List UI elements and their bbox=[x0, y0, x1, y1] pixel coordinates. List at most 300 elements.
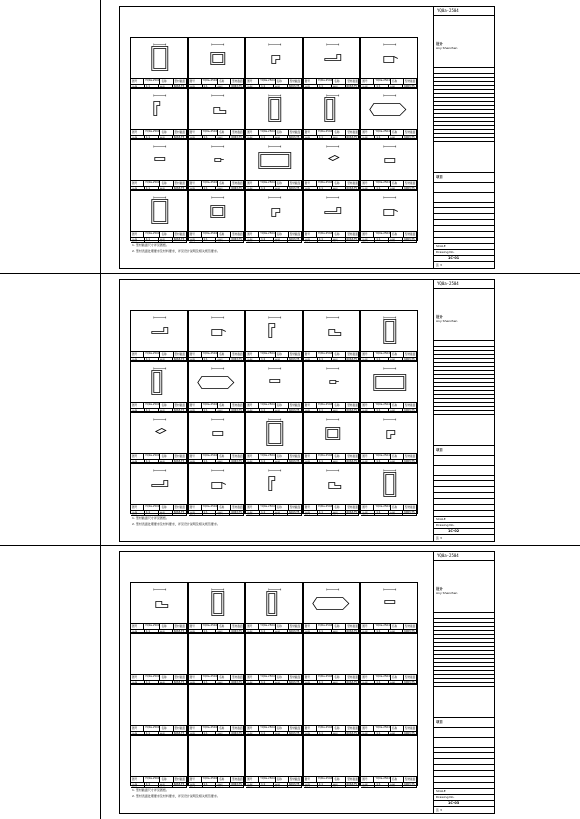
profile-caption bbox=[246, 504, 302, 514]
caption-field: 材料 bbox=[389, 630, 403, 635]
profile-cell bbox=[360, 190, 418, 241]
profile-cell bbox=[360, 412, 418, 463]
caption-field: 6063-T5 bbox=[230, 238, 244, 243]
titleblock-rule bbox=[434, 770, 494, 771]
caption-field: 1:1 bbox=[260, 136, 274, 141]
caption-field: 型材截面 bbox=[232, 80, 243, 83]
titleblock-rule bbox=[434, 560, 494, 561]
titleblock-rule bbox=[434, 207, 494, 208]
caption-field: 材料 bbox=[332, 238, 346, 243]
titleblock-rule bbox=[434, 747, 494, 748]
profile-section-drawing bbox=[131, 140, 189, 181]
profile-caption bbox=[189, 504, 245, 514]
caption-field: 比例 bbox=[304, 358, 318, 363]
caption-field: 图号 bbox=[131, 403, 144, 408]
caption-field: YQ0a-2504 bbox=[260, 777, 275, 780]
caption-field: 比例 bbox=[304, 681, 318, 686]
caption-field: 型材截面 bbox=[232, 727, 243, 730]
profile-caption bbox=[246, 231, 302, 241]
profile-caption bbox=[304, 351, 360, 361]
caption-row bbox=[361, 783, 417, 789]
profile-cell bbox=[360, 463, 418, 514]
profile-caption bbox=[246, 623, 302, 633]
caption-field: 比例 bbox=[189, 511, 203, 516]
caption-field: 名称 bbox=[218, 403, 231, 408]
profile-cell bbox=[130, 88, 188, 139]
caption-field: 比例 bbox=[131, 732, 145, 737]
caption-field: YQ0a-2504 bbox=[260, 675, 275, 678]
profile-cell bbox=[360, 37, 418, 88]
caption-field: 6063-T5 bbox=[403, 630, 417, 635]
caption-field: 比例 bbox=[189, 460, 203, 465]
caption-field: 材料 bbox=[159, 732, 173, 737]
profile-cell bbox=[130, 633, 188, 684]
caption-field: 1:1 bbox=[260, 630, 274, 635]
caption-field: 1:1 bbox=[318, 460, 332, 465]
caption-field: 名称 bbox=[160, 130, 173, 135]
left-frame-line bbox=[100, 0, 101, 819]
titleblock-company: 设计 bbox=[436, 42, 443, 46]
profile-section-drawing bbox=[246, 140, 304, 181]
caption-field: 比例 bbox=[189, 409, 203, 414]
profile-cell bbox=[303, 190, 361, 241]
caption-field: 6063-T5 bbox=[288, 460, 302, 465]
caption-field: 6063-T5 bbox=[173, 630, 187, 635]
caption-field: 名称 bbox=[391, 726, 404, 731]
caption-field: 比例 bbox=[131, 85, 145, 90]
caption-field: 材料 bbox=[274, 630, 288, 635]
titleblock bbox=[434, 552, 494, 813]
caption-field: 型材截面 bbox=[347, 676, 358, 679]
caption-field: 材料 bbox=[216, 358, 230, 363]
titleblock-rule bbox=[434, 362, 494, 363]
caption-field: 6063-T5 bbox=[403, 460, 417, 465]
profile-cell bbox=[130, 37, 188, 88]
profile-cell bbox=[188, 582, 246, 633]
caption-field: 比例 bbox=[131, 460, 145, 465]
profile-section-drawing bbox=[131, 38, 189, 79]
caption-field: YQ0a-2504 bbox=[317, 624, 333, 627]
profile-caption bbox=[189, 402, 245, 412]
profile-cell bbox=[188, 463, 246, 514]
titleblock-rule bbox=[434, 674, 494, 675]
caption-field: 6063-T5 bbox=[288, 358, 302, 363]
profile-cell bbox=[245, 463, 303, 514]
titleblock-rule bbox=[434, 678, 494, 679]
caption-field: 材料 bbox=[216, 783, 230, 788]
profile-cell bbox=[130, 190, 188, 241]
caption-field: YQ0a-2504 bbox=[317, 777, 333, 780]
profile-caption bbox=[131, 129, 187, 139]
profile-caption bbox=[304, 180, 360, 190]
profile-cell bbox=[245, 582, 303, 633]
titleblock-rule bbox=[434, 77, 494, 78]
profile-section-drawing bbox=[189, 583, 247, 624]
titleblock-project-label: 项目 bbox=[436, 720, 443, 724]
caption-field: 比例 bbox=[361, 732, 375, 737]
titleblock-rule bbox=[434, 340, 494, 341]
profile-cell bbox=[360, 633, 418, 684]
profile-cell bbox=[360, 310, 418, 361]
caption-field: YQ0a-2504 bbox=[145, 675, 160, 678]
titleblock-rule bbox=[434, 109, 494, 110]
caption-field: YQ0a-2504 bbox=[145, 79, 160, 82]
drawing-sheet bbox=[119, 279, 495, 542]
profile-caption bbox=[246, 674, 302, 684]
caption-field: 材料 bbox=[332, 783, 346, 788]
titleblock-rule bbox=[434, 192, 494, 193]
titleblock-rule bbox=[434, 752, 494, 753]
caption-field: YQ0a-2504 bbox=[145, 403, 160, 406]
caption-field: 名称 bbox=[160, 352, 173, 357]
titleblock-rule bbox=[434, 225, 494, 226]
caption-row bbox=[246, 783, 302, 789]
caption-field: 名称 bbox=[276, 352, 289, 357]
profile-caption bbox=[361, 725, 417, 735]
caption-field: 材料 bbox=[332, 187, 346, 192]
titleblock-rule bbox=[434, 402, 494, 403]
caption-field: 名称 bbox=[391, 403, 404, 408]
profile-section-drawing bbox=[189, 362, 247, 403]
caption-field: YQ0a-2504 bbox=[317, 454, 333, 457]
titleblock-scale-label: SCALE bbox=[436, 517, 446, 521]
caption-field: YQ0a-2504 bbox=[202, 130, 218, 133]
sheet-note: 1. 型材截面尺寸详见图纸。 bbox=[132, 516, 169, 520]
caption-field: 名称 bbox=[218, 624, 231, 629]
caption-field: 材料 bbox=[332, 358, 346, 363]
profile-section-drawing bbox=[189, 311, 247, 352]
caption-field: 名称 bbox=[276, 505, 289, 510]
titleblock-rule bbox=[434, 686, 494, 687]
caption-field: 6063-T5 bbox=[173, 136, 187, 141]
caption-field: 材料 bbox=[216, 409, 230, 414]
caption-field: 名称 bbox=[160, 79, 173, 84]
titleblock-rule bbox=[434, 776, 494, 777]
caption-field: 材料 bbox=[389, 460, 403, 465]
titleblock-rule bbox=[434, 89, 494, 90]
caption-field: 图号 bbox=[131, 130, 144, 135]
caption-field: 图号 bbox=[361, 232, 374, 237]
caption-field: 名称 bbox=[391, 79, 404, 84]
profile-section-drawing bbox=[131, 464, 189, 505]
caption-field: 材料 bbox=[274, 187, 288, 192]
caption-field: YQ0a-2504 bbox=[145, 624, 160, 627]
caption-row bbox=[304, 511, 360, 517]
profile-caption bbox=[361, 776, 417, 786]
profile-caption bbox=[361, 129, 417, 139]
caption-row bbox=[361, 511, 417, 517]
profile-section-drawing bbox=[131, 311, 189, 352]
titleblock-rule bbox=[434, 534, 494, 535]
caption-field: 比例 bbox=[361, 783, 375, 788]
profile-caption bbox=[246, 78, 302, 88]
caption-field: 1:1 bbox=[318, 732, 332, 737]
caption-field: 材料 bbox=[159, 630, 173, 635]
titleblock-drawing-label: Drawing No. bbox=[436, 795, 455, 799]
profile-caption bbox=[131, 231, 187, 241]
caption-field: 材料 bbox=[389, 783, 403, 788]
caption-field: 图号 bbox=[246, 777, 259, 782]
caption-field: 1:1 bbox=[318, 511, 332, 516]
profile-caption bbox=[189, 776, 245, 786]
caption-field: YQ0a-2504 bbox=[145, 232, 160, 235]
caption-field: 型材截面 bbox=[174, 80, 185, 83]
caption-field: 型材截面 bbox=[347, 625, 358, 628]
caption-field: 比例 bbox=[246, 238, 260, 243]
caption-field: 材料 bbox=[216, 511, 230, 516]
caption-field: 名称 bbox=[276, 232, 289, 237]
caption-field: 6063-T5 bbox=[403, 85, 417, 90]
titleblock-rule bbox=[434, 498, 494, 499]
profile-cell bbox=[130, 139, 188, 190]
caption-field: 6063-T5 bbox=[288, 681, 302, 686]
titleblock-rule bbox=[434, 129, 494, 130]
caption-field: 1:1 bbox=[260, 187, 274, 192]
titleblock-rule bbox=[434, 642, 494, 643]
titleblock-rule bbox=[434, 237, 494, 238]
caption-field: 1:1 bbox=[318, 681, 332, 686]
titleblock-rule bbox=[434, 382, 494, 383]
caption-field: YQ0a-2504 bbox=[375, 130, 390, 133]
profile-caption bbox=[304, 402, 360, 412]
caption-field: 型材截面 bbox=[289, 727, 301, 730]
caption-field: 比例 bbox=[361, 187, 375, 192]
caption-field: 型材截面 bbox=[232, 233, 243, 236]
titleblock-rule bbox=[434, 125, 494, 126]
caption-field: 图号 bbox=[246, 232, 259, 237]
caption-field: 材料 bbox=[332, 136, 346, 141]
caption-field: 材料 bbox=[274, 409, 288, 414]
profile-caption bbox=[189, 453, 245, 463]
profile-caption bbox=[189, 231, 245, 241]
profile-caption bbox=[246, 351, 302, 361]
caption-field: 材料 bbox=[389, 187, 403, 192]
titleblock-rule bbox=[434, 737, 494, 738]
caption-field: 型材截面 bbox=[289, 625, 301, 628]
titleblock-rule bbox=[434, 97, 494, 98]
caption-field: 名称 bbox=[333, 777, 346, 782]
caption-field: YQ0a-2504 bbox=[260, 130, 275, 133]
caption-field: 6063-T5 bbox=[173, 460, 187, 465]
profile-caption bbox=[131, 725, 187, 735]
caption-field: 1:1 bbox=[203, 681, 217, 686]
profile-caption bbox=[246, 129, 302, 139]
caption-field: 比例 bbox=[189, 783, 203, 788]
titleblock-rule bbox=[434, 626, 494, 627]
caption-field: 图号 bbox=[246, 726, 259, 731]
caption-field: YQ0a-2504 bbox=[145, 726, 160, 729]
caption-field: 比例 bbox=[304, 187, 318, 192]
caption-field: 材料 bbox=[332, 409, 346, 414]
caption-field: 型材截面 bbox=[289, 455, 301, 458]
caption-field: 型材截面 bbox=[232, 182, 243, 185]
caption-field: 名称 bbox=[218, 777, 231, 782]
caption-field: 材料 bbox=[216, 732, 230, 737]
caption-row bbox=[246, 238, 302, 244]
caption-field: 名称 bbox=[333, 675, 346, 680]
profile-cell bbox=[245, 735, 303, 786]
titleblock-rule bbox=[434, 85, 494, 86]
profile-caption bbox=[131, 776, 187, 786]
caption-field: 图号 bbox=[131, 79, 144, 84]
profile-cell bbox=[130, 310, 188, 361]
caption-field: 型材截面 bbox=[347, 404, 358, 407]
titleblock-rule bbox=[434, 137, 494, 138]
profile-cell bbox=[188, 684, 246, 735]
caption-field: 1:1 bbox=[203, 409, 217, 414]
caption-field: 型材截面 bbox=[232, 676, 243, 679]
caption-field: YQ0a-2504 bbox=[375, 624, 390, 627]
caption-field: 图号 bbox=[246, 454, 259, 459]
caption-field: 1:1 bbox=[145, 681, 159, 686]
caption-field: 名称 bbox=[333, 505, 346, 510]
caption-field: 型材截面 bbox=[174, 233, 185, 236]
profile-cell bbox=[303, 684, 361, 735]
titleblock-rule bbox=[434, 445, 494, 446]
caption-field: YQ0a-2504 bbox=[145, 181, 160, 184]
profile-caption bbox=[189, 129, 245, 139]
caption-field: 型材截面 bbox=[174, 455, 185, 458]
caption-field: 比例 bbox=[246, 85, 260, 90]
caption-field: 图号 bbox=[304, 403, 317, 408]
caption-field: 材料 bbox=[389, 409, 403, 414]
profile-cell bbox=[245, 633, 303, 684]
titleblock-rule bbox=[434, 414, 494, 415]
profile-section-drawing bbox=[189, 413, 247, 454]
profile-caption bbox=[361, 78, 417, 88]
profile-caption bbox=[304, 129, 360, 139]
titleblock-rule bbox=[434, 634, 494, 635]
caption-field: 比例 bbox=[304, 460, 318, 465]
drawing-sheet bbox=[119, 551, 495, 814]
titleblock-rule bbox=[434, 455, 494, 456]
caption-field: YQ0a-2504 bbox=[375, 675, 390, 678]
caption-field: YQ0a-2504 bbox=[145, 505, 160, 508]
caption-field: YQ0a-2504 bbox=[145, 352, 160, 355]
caption-field: 图号 bbox=[131, 454, 144, 459]
caption-field: 6063-T5 bbox=[346, 238, 360, 243]
caption-field: 型材截面 bbox=[174, 625, 185, 628]
profile-cell bbox=[188, 361, 246, 412]
caption-field: 1:1 bbox=[260, 460, 274, 465]
caption-field: 名称 bbox=[276, 675, 289, 680]
caption-field: 1:1 bbox=[145, 409, 159, 414]
titleblock-company: 设计 bbox=[436, 315, 443, 319]
caption-field: 1:1 bbox=[145, 630, 159, 635]
titleblock bbox=[434, 280, 494, 541]
caption-field: 比例 bbox=[131, 358, 145, 363]
caption-field: 型材截面 bbox=[404, 131, 416, 134]
profile-section-drawing bbox=[246, 464, 304, 505]
caption-field: 图号 bbox=[246, 79, 259, 84]
caption-field: 图号 bbox=[131, 675, 144, 680]
caption-field: 材料 bbox=[216, 187, 230, 192]
caption-field: 图号 bbox=[361, 454, 374, 459]
caption-field: 1:1 bbox=[318, 238, 332, 243]
caption-field: 1:1 bbox=[375, 358, 389, 363]
profile-caption bbox=[246, 453, 302, 463]
caption-field: 1:1 bbox=[375, 409, 389, 414]
caption-field: YQ0a-2504 bbox=[260, 726, 275, 729]
caption-field: 比例 bbox=[246, 358, 260, 363]
caption-field: 名称 bbox=[333, 232, 346, 237]
caption-field: 型材截面 bbox=[174, 778, 185, 781]
caption-field: 1:1 bbox=[318, 187, 332, 192]
caption-field: 名称 bbox=[333, 79, 346, 84]
caption-field: 图号 bbox=[304, 675, 317, 680]
caption-field: 型材截面 bbox=[289, 506, 301, 509]
profile-caption bbox=[246, 180, 302, 190]
caption-field: YQ0a-2504 bbox=[375, 403, 390, 406]
caption-field: YQ0a-2504 bbox=[260, 232, 275, 235]
caption-field: 6063-T5 bbox=[230, 630, 244, 635]
caption-field: 型材截面 bbox=[174, 182, 185, 185]
caption-field: 比例 bbox=[361, 358, 375, 363]
titleblock-rule bbox=[434, 764, 494, 765]
titleblock-rule bbox=[434, 261, 494, 262]
caption-field: 型材截面 bbox=[289, 676, 301, 679]
caption-field: 名称 bbox=[276, 624, 289, 629]
drawing-number: 1C-01 bbox=[448, 256, 460, 260]
caption-field: 图号 bbox=[246, 403, 259, 408]
caption-field: 名称 bbox=[218, 181, 231, 186]
caption-field: 材料 bbox=[389, 85, 403, 90]
titleblock-rule bbox=[434, 758, 494, 759]
caption-field: YQ0a-2504 bbox=[260, 352, 275, 355]
titleblock-rule bbox=[434, 646, 494, 647]
caption-field: 材料 bbox=[332, 460, 346, 465]
profile-caption bbox=[304, 453, 360, 463]
profile-section-drawing bbox=[304, 38, 362, 79]
caption-row bbox=[304, 783, 360, 789]
profile-caption bbox=[189, 674, 245, 684]
caption-field: 6063-T5 bbox=[173, 187, 187, 192]
caption-field: 1:1 bbox=[318, 136, 332, 141]
caption-field: 名称 bbox=[276, 403, 289, 408]
caption-field: 图号 bbox=[189, 181, 202, 186]
caption-field: 6063-T5 bbox=[346, 187, 360, 192]
caption-field: 材料 bbox=[389, 681, 403, 686]
caption-field: 材料 bbox=[159, 358, 173, 363]
caption-field: 材料 bbox=[159, 238, 173, 243]
profile-section-drawing bbox=[246, 89, 304, 130]
caption-field: 6063-T5 bbox=[346, 681, 360, 686]
caption-field: 1:1 bbox=[145, 187, 159, 192]
titleblock-rule bbox=[434, 370, 494, 371]
profile-section-drawing bbox=[361, 89, 419, 130]
profile-caption bbox=[246, 725, 302, 735]
profile-section-drawing bbox=[361, 583, 419, 624]
caption-field: 1:1 bbox=[375, 630, 389, 635]
titleblock-rule bbox=[434, 612, 494, 613]
caption-field: YQ0a-2504 bbox=[145, 130, 160, 133]
profile-caption bbox=[361, 402, 417, 412]
caption-field: 比例 bbox=[246, 409, 260, 414]
caption-field: 名称 bbox=[391, 505, 404, 510]
caption-field: 1:1 bbox=[145, 136, 159, 141]
caption-field: 名称 bbox=[218, 675, 231, 680]
caption-field: 图号 bbox=[189, 352, 202, 357]
caption-field: 6063-T5 bbox=[173, 85, 187, 90]
caption-field: 名称 bbox=[218, 232, 231, 237]
caption-field: 型材截面 bbox=[404, 778, 416, 781]
profile-caption bbox=[304, 231, 360, 241]
caption-field: 图号 bbox=[189, 726, 202, 731]
caption-field: 1:1 bbox=[145, 358, 159, 363]
titleblock-rule bbox=[434, 231, 494, 232]
caption-field: YQ0a-2504 bbox=[317, 130, 333, 133]
profile-cell bbox=[303, 37, 361, 88]
